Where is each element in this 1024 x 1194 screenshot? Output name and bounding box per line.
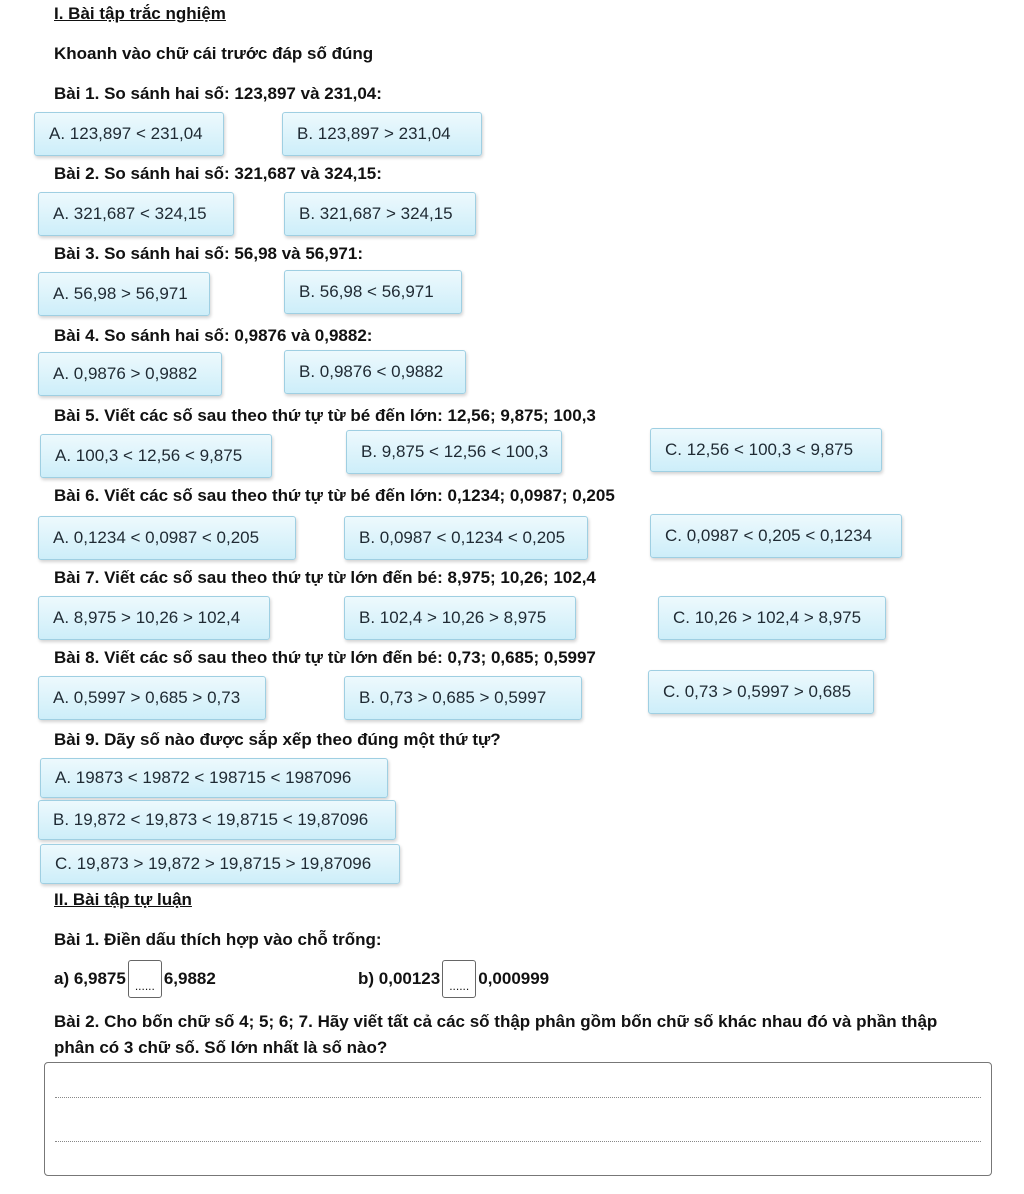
question-6-option-c[interactable]: C. 0,0987 < 0,205 < 0,1234	[650, 514, 902, 558]
question-8-option-b[interactable]: B. 0,73 > 0,685 > 0,5997	[344, 676, 582, 720]
question-6-option-b[interactable]: B. 0,0987 < 0,1234 < 0,205	[344, 516, 588, 560]
question-8-prompt: Bài 8. Viết các số sau theo thứ tự từ lớn đến bé: 0,73; 0,685; 0,5997	[54, 648, 596, 667]
answer-line-1	[55, 1097, 981, 1098]
question-6-option-a[interactable]: A. 0,1234 < 0,0987 < 0,205	[38, 516, 296, 560]
exercise-1a-left: a) 6,9875	[54, 969, 126, 988]
question-1-option-a[interactable]: A. 123,897 < 231,04	[34, 112, 224, 156]
exercise-1a-blank[interactable]: ......	[128, 960, 162, 998]
question-1-prompt: Bài 1. So sánh hai số: 123,897 và 231,04:	[54, 84, 382, 103]
section-1-title: I. Bài tập trắc nghiệm	[54, 4, 226, 23]
question-2-prompt: Bài 2. So sánh hai số: 321,687 và 324,15:	[54, 164, 382, 183]
section-2-title: II. Bài tập tự luận	[54, 890, 192, 909]
exercise-1b-blank[interactable]: ......	[442, 960, 476, 998]
question-2-option-a[interactable]: A. 321,687 < 324,15	[38, 192, 234, 236]
question-9-option-c[interactable]: C. 19,873 > 19,872 > 19,8715 > 19,87096	[40, 844, 400, 884]
question-7-option-b[interactable]: B. 102,4 > 10,26 > 8,975	[344, 596, 576, 640]
question-7-prompt: Bài 7. Viết các số sau theo thứ tự từ lớn đến bé: 8,975; 10,26; 102,4	[54, 568, 596, 587]
question-9-option-a[interactable]: A. 19873 < 19872 < 198715 < 1987096	[40, 758, 388, 798]
question-1-option-b[interactable]: B. 123,897 > 231,04	[282, 112, 482, 156]
question-5-prompt: Bài 5. Viết các số sau theo thứ tự từ bé đến lớn: 12,56; 9,875; 100,3	[54, 406, 596, 425]
exercise-2-line-2: phân có 3 chữ số. Số lớn nhất là số nào?	[54, 1038, 388, 1057]
exercise-1a-right: 6,9882	[163, 969, 216, 988]
exercise-1a	[54, 956, 216, 1002]
question-6-prompt: Bài 6. Viết các số sau theo thứ tự từ bé đến lớn: 0,1234; 0,0987; 0,205	[54, 486, 615, 505]
question-7-option-a[interactable]: A. 8,975 > 10,26 > 102,4	[38, 596, 270, 640]
question-5-option-c[interactable]: C. 12,56 < 100,3 < 9,875	[650, 428, 882, 472]
instruction: Khoanh vào chữ cái trước đáp số đúng	[54, 44, 374, 63]
exercise-1b-right: 0,000999	[478, 969, 550, 988]
answer-box[interactable]	[44, 1062, 992, 1176]
question-3-prompt: Bài 3. So sánh hai số: 56,98 và 56,971:	[54, 244, 363, 263]
exercise-1b	[358, 956, 549, 1002]
exercise-1-prompt: Bài 1. Điền dấu thích hợp vào chỗ trống:	[54, 930, 382, 949]
question-4-option-a[interactable]: A. 0,9876 > 0,9882	[38, 352, 222, 396]
question-3-option-a[interactable]: A. 56,98 > 56,971	[38, 272, 210, 316]
question-8-option-a[interactable]: A. 0,5997 > 0,685 > 0,73	[38, 676, 266, 720]
question-3-option-b[interactable]: B. 56,98 < 56,971	[284, 270, 462, 314]
question-5-option-a[interactable]: A. 100,3 < 12,56 < 9,875	[40, 434, 272, 478]
answer-line-2	[55, 1141, 981, 1142]
exercise-1b-left: b) 0,00123	[358, 969, 441, 988]
question-2-option-b[interactable]: B. 321,687 > 324,15	[284, 192, 476, 236]
question-5-option-b[interactable]: B. 9,875 < 12,56 < 100,3	[346, 430, 562, 474]
question-4-option-b[interactable]: B. 0,9876 < 0,9882	[284, 350, 466, 394]
exercise-2-line-1: Bài 2. Cho bốn chữ số 4; 5; 6; 7. Hãy viết tất cả các số thập phân gồm bốn chữ số khác nhau đó và phần thập	[54, 1012, 938, 1031]
question-4-prompt: Bài 4. So sánh hai số: 0,9876 và 0,9882:	[54, 326, 373, 345]
question-9-option-b[interactable]: B. 19,872 < 19,873 < 19,8715 < 19,87096	[38, 800, 396, 840]
question-7-option-c[interactable]: C. 10,26 > 102,4 > 8,975	[658, 596, 886, 640]
question-8-option-c[interactable]: C. 0,73 > 0,5997 > 0,685	[648, 670, 874, 714]
question-9-prompt: Bài 9. Dãy số nào được sắp xếp theo đúng một thứ tự?	[54, 730, 501, 749]
